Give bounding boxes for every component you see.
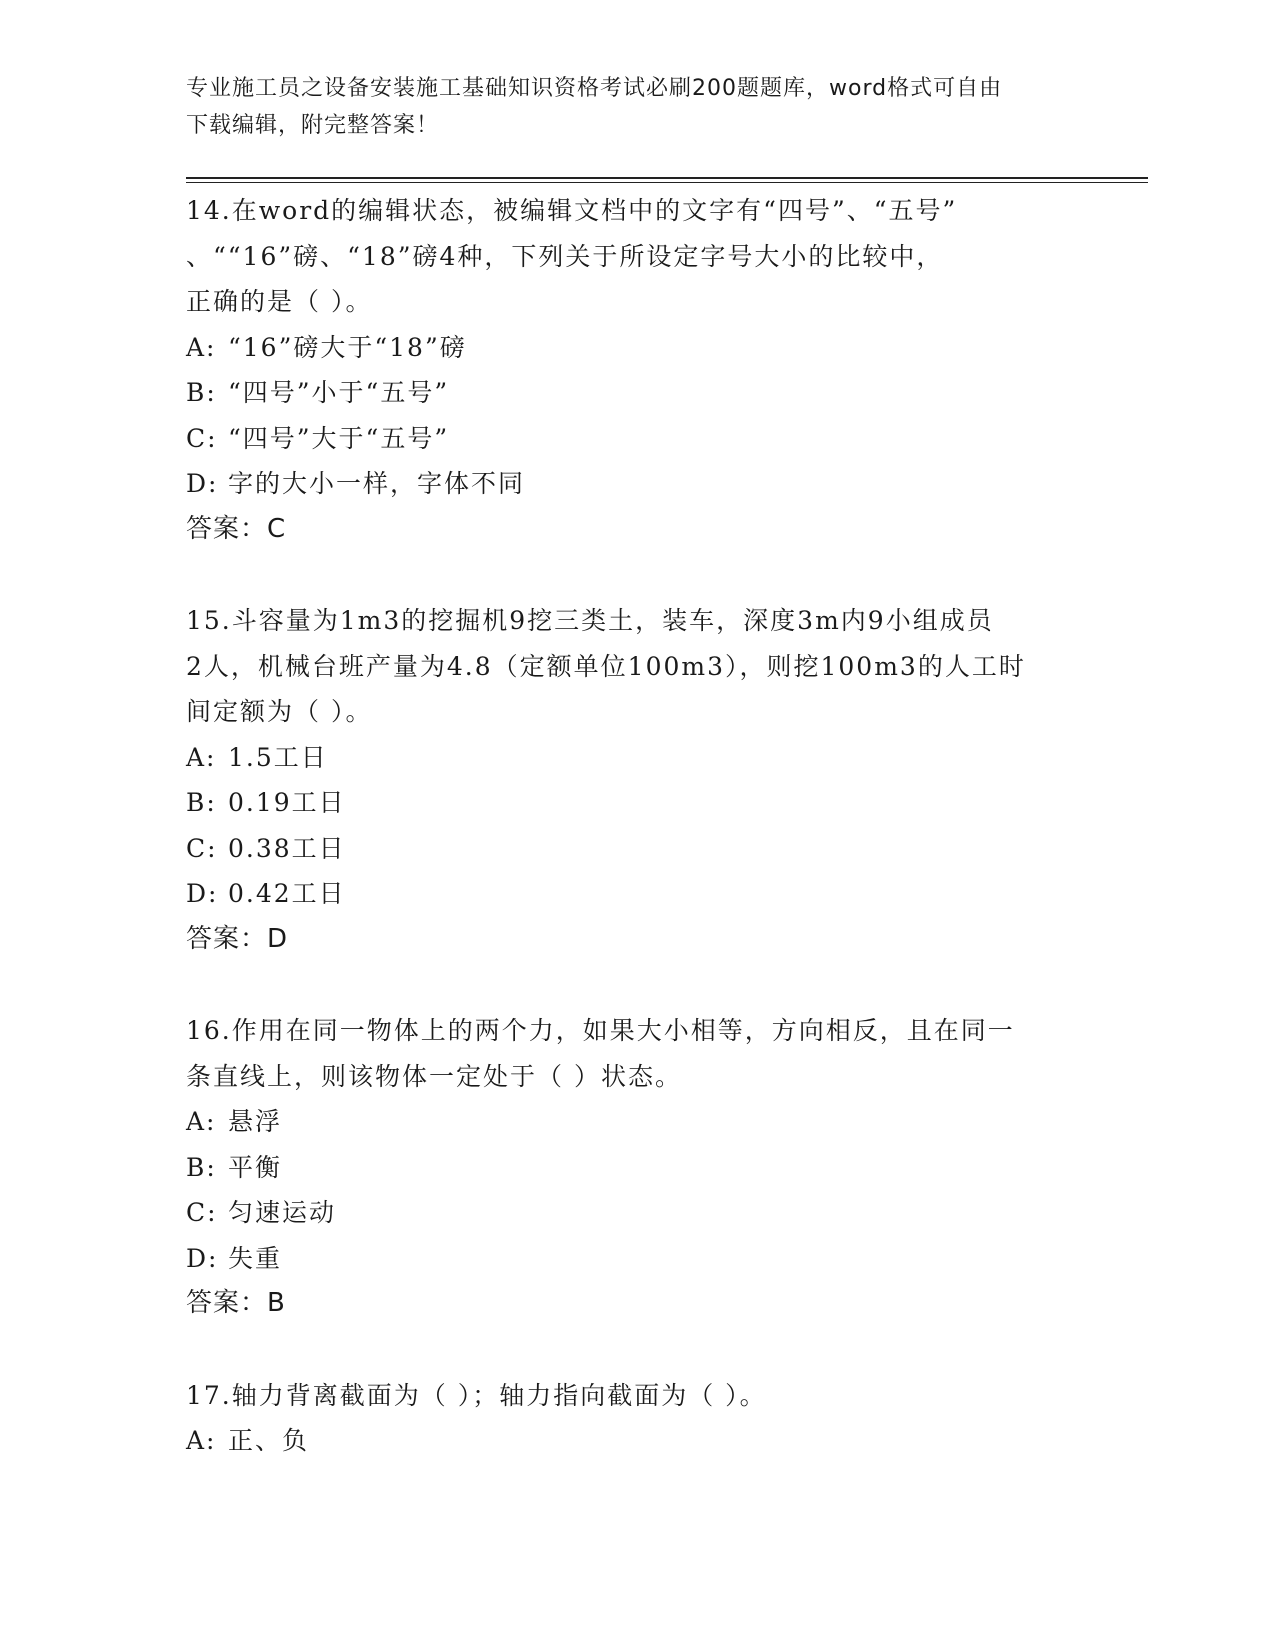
header-title-line-2: 下载编辑，附完整答案！ bbox=[186, 113, 440, 138]
option-c bbox=[186, 826, 1086, 872]
option-d bbox=[186, 1236, 1086, 1282]
option-text: “四号”小于“五号” bbox=[228, 378, 450, 407]
option-text: 0.42工日 bbox=[228, 879, 346, 908]
option-text: 0.38工日 bbox=[228, 833, 346, 863]
option-label: D: bbox=[186, 1243, 219, 1273]
answer-line: 答案：B bbox=[186, 1288, 286, 1318]
option-label: C: bbox=[186, 833, 218, 863]
document-header bbox=[186, 70, 1066, 144]
question-17 bbox=[186, 1373, 1086, 1464]
header-title-line-1: 专业施工员之设备安装施工基础知识资格考试必刷200题题库，word格式可自由 bbox=[186, 76, 1003, 101]
option-text: 失重 bbox=[228, 1243, 283, 1273]
question-stem-line: 17.轴力背离截面为（ ）；轴力指向截面为（ ）。 bbox=[186, 1380, 767, 1410]
option-label: A: bbox=[186, 1426, 217, 1455]
question-stem-line: 间定额为（ ）。 bbox=[186, 697, 373, 726]
question-spacer bbox=[186, 1327, 1086, 1373]
option-b bbox=[186, 1145, 1086, 1191]
option-a bbox=[186, 1418, 1086, 1464]
option-text: 匀速运动 bbox=[228, 1198, 337, 1227]
option-d bbox=[186, 461, 1086, 507]
option-text: 正、负 bbox=[228, 1426, 310, 1455]
question-stem-line: 16.作用在同一物体上的两个力，如果大小相等，方向相反，且在同一 bbox=[186, 1016, 1015, 1045]
header-divider-thin bbox=[186, 182, 1148, 183]
question-stem-line: 2人，机械台班产量为4.8（定额单位100m3），则挖100m3的人工时 bbox=[186, 651, 1026, 681]
answer-line: 答案：D bbox=[186, 923, 289, 954]
question-stem-line: 14.在word的编辑状态，被编辑文档中的文字有“四号”、“五号” bbox=[186, 196, 958, 225]
option-label: C: bbox=[186, 1198, 218, 1227]
option-a bbox=[186, 325, 1086, 371]
question-list bbox=[186, 188, 1086, 1464]
question-stem-line: 15.斗容量为1m3的挖掘机9挖三类土，装车，深度3m内9小组成员 bbox=[186, 606, 994, 635]
option-text: 0.19工日 bbox=[228, 788, 346, 817]
option-label: A: bbox=[186, 1107, 217, 1136]
option-b bbox=[186, 370, 1086, 416]
option-text: 平衡 bbox=[228, 1152, 283, 1182]
question-14 bbox=[186, 188, 1086, 552]
option-text: 1.5工日 bbox=[228, 742, 328, 772]
option-b bbox=[186, 780, 1086, 826]
option-label: A: bbox=[186, 332, 217, 362]
option-text: 悬浮 bbox=[228, 1107, 283, 1136]
question-spacer bbox=[186, 552, 1086, 598]
option-label: B: bbox=[186, 788, 217, 817]
option-d bbox=[186, 871, 1086, 917]
option-text: “16”磅大于“18”磅 bbox=[228, 332, 467, 362]
answer-line: 答案：C bbox=[186, 513, 287, 544]
question-16 bbox=[186, 1008, 1086, 1327]
question-15 bbox=[186, 598, 1086, 962]
option-label: C: bbox=[186, 423, 218, 453]
question-spacer bbox=[186, 962, 1086, 1008]
option-label: A: bbox=[186, 742, 217, 772]
option-label: D: bbox=[186, 469, 219, 498]
option-label: B: bbox=[186, 378, 217, 407]
option-text: “四号”大于“五号” bbox=[228, 423, 450, 453]
option-c bbox=[186, 1190, 1086, 1236]
header-divider-thick bbox=[186, 177, 1148, 179]
option-label: D: bbox=[186, 879, 219, 908]
option-a bbox=[186, 1099, 1086, 1145]
option-text: 字的大小一样，字体不同 bbox=[228, 469, 526, 498]
question-stem-line: 条直线上，则该物体一定处于（ ）状态。 bbox=[186, 1061, 682, 1091]
option-label: B: bbox=[186, 1152, 217, 1182]
option-c bbox=[186, 416, 1086, 462]
option-a bbox=[186, 735, 1086, 781]
question-stem-line: 正确的是（ ）。 bbox=[186, 287, 373, 316]
question-stem-line: 、““16”磅、“18”磅4种，下列关于所设定字号大小的比较中， bbox=[186, 241, 944, 271]
